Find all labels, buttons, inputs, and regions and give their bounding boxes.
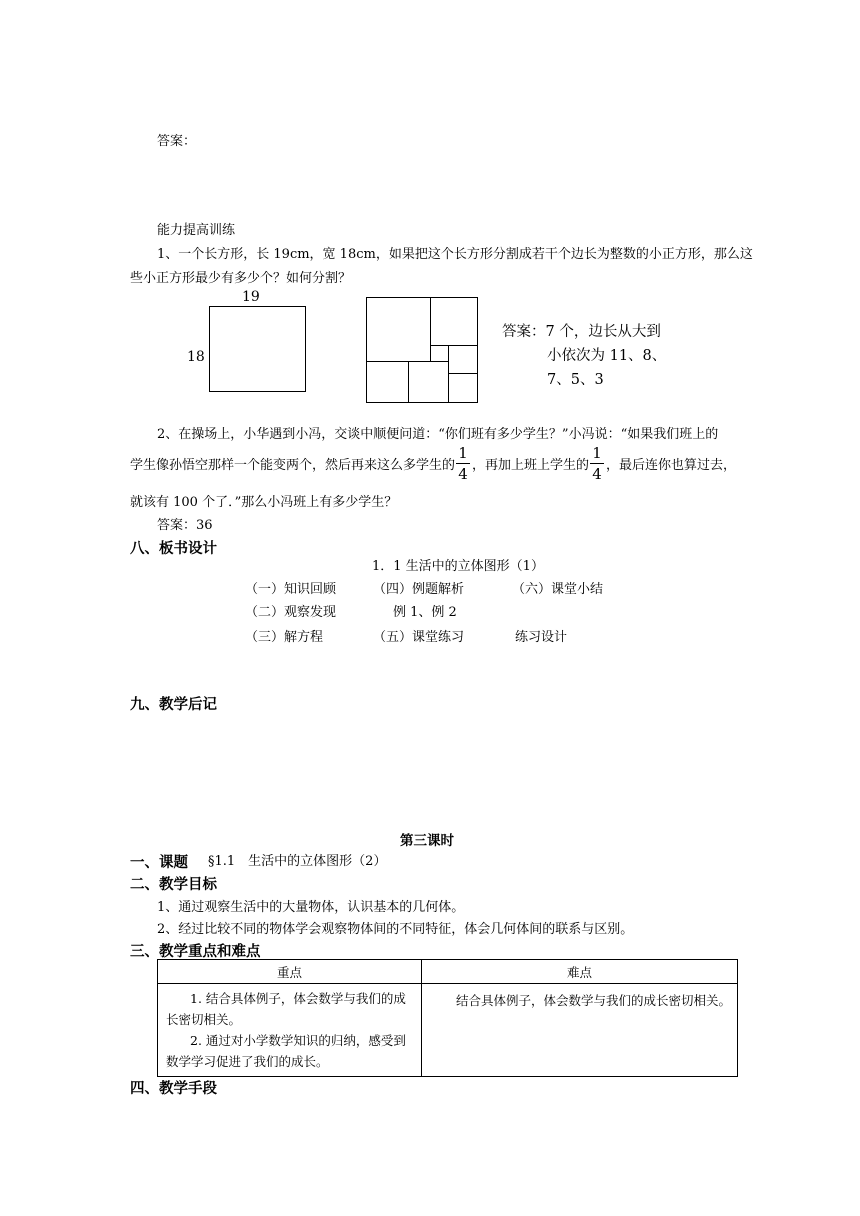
key-item-1b: 长密切相关。: [166, 1012, 242, 1027]
table-header: 重点: [158, 960, 422, 984]
fraction-num: 1: [592, 444, 602, 462]
key-item-2a: 2. 通过对小学数学知识的归纳，感受到: [190, 1033, 406, 1048]
board-cell: （五）课堂练习: [373, 630, 465, 645]
lesson-title: 第三课时: [400, 833, 454, 849]
fraction-den: 4: [458, 465, 468, 483]
key-item-1a: 1. 结合具体例子，体会数学与我们的成: [190, 991, 406, 1006]
square-11: [366, 297, 431, 362]
means-heading: 四、教学手段: [130, 1081, 217, 1097]
rect-width-label: 19: [242, 289, 260, 305]
square-5b: [448, 373, 478, 403]
q1-answer-line3: 7、5、3: [547, 372, 604, 388]
key-points-cell: [158, 984, 422, 1077]
board-cell: （六）课堂小结: [512, 582, 604, 597]
q2-line2-b: ，再加上班上学生的: [472, 458, 590, 473]
keypoints-table: [157, 959, 738, 1077]
square-7-right: [408, 361, 449, 403]
q2-line1: 2、在操场上，小华遇到小冯，交谈中顺便问道：“你们班有多少学生？”小冯说：“如果我们班上的: [157, 427, 719, 442]
board-title: 1．1 生活中的立体图形（1）: [372, 559, 544, 574]
q2-line2-c: ，最后连你也算过去，: [606, 458, 737, 473]
q2-line2-a: 学生像孙悟空那样一个能变两个，然后再来这么多学生的: [130, 458, 456, 473]
board-cell: （二）观察发现: [245, 605, 337, 620]
difficulty-cell: 结合具体例子，体会数学与我们的成长密切相关。: [421, 984, 737, 1077]
fraction-den: 4: [592, 465, 602, 483]
board-cell: 例 1、例 2: [393, 605, 457, 620]
topic-text: §1.1 生活中的立体图形（2）: [208, 854, 387, 869]
q1-answer-line2: 小依次为 11、8、: [547, 348, 667, 364]
board-cell: （三）解方程: [245, 630, 324, 645]
goals-heading: 二、教学目标: [130, 877, 217, 893]
q1-answer-line1: 答案：7 个，边长从大到: [502, 324, 661, 340]
answer-label: 答案：: [157, 134, 197, 149]
rect-height-label: 18: [187, 349, 205, 365]
rectangle-figure: [209, 306, 306, 392]
keypoints-heading: 三、教学重点和难点: [130, 944, 261, 960]
table-header: 难点: [421, 960, 737, 984]
section8-heading: 八、板书设计: [130, 541, 217, 557]
square-5: [448, 345, 478, 374]
fraction-num: 1: [458, 444, 468, 462]
section9-heading: 九、教学后记: [130, 697, 217, 713]
topic-label: 一、课题: [130, 855, 188, 871]
board-cell: （四）例题解析: [373, 582, 465, 597]
square-8: [430, 297, 478, 346]
square-7-left: [366, 361, 409, 403]
ability-heading: 能力提高训练: [157, 223, 236, 238]
goal-item: 1、通过观察生活中的大量物体，认识基本的几何体。: [157, 900, 465, 915]
square-3: [430, 345, 449, 362]
fraction-quarter-2: [590, 444, 604, 483]
board-cell: 练习设计: [515, 630, 568, 645]
q2-line3: 就该有 100 个了．”那么小冯班上有多少学生？: [130, 495, 398, 510]
q1-line1: 1、一个长方形，长 19cm，宽 18cm，如果把这个长方形分割成若干个边长为整数的小正方形，那么这: [157, 247, 753, 262]
q2-answer: 答案：36: [157, 518, 213, 533]
key-item-2b: 数学学习促进了我们的成长。: [166, 1054, 329, 1069]
board-cell: （一）知识回顾: [245, 582, 337, 597]
goal-item: 2、经过比较不同的物体学会观察物体间的不同特征，体会几何体间的联系与区别。: [157, 922, 634, 937]
fraction-quarter-1: [456, 444, 470, 483]
q1-line2: 些小正方形最少有多少个？如何分割？: [130, 271, 352, 286]
